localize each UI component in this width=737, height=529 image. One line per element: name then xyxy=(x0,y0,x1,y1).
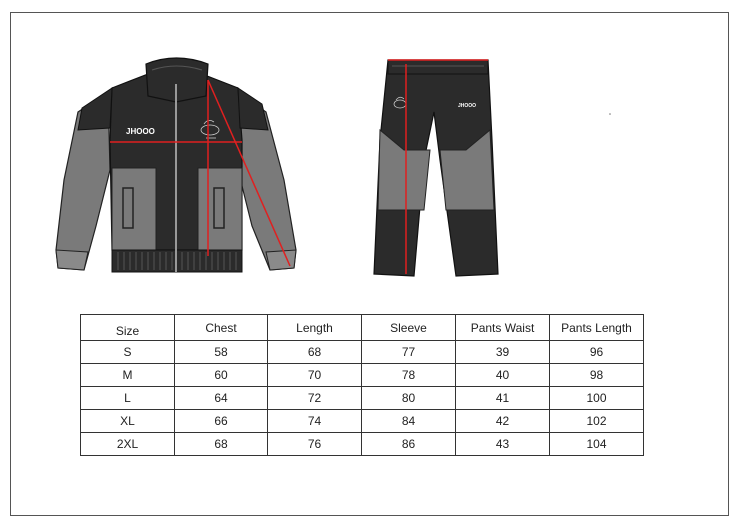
table-header-cell: Pants Waist xyxy=(456,315,550,341)
pants-waist-cell: 41 xyxy=(456,387,550,410)
length-cell: 70 xyxy=(268,364,362,387)
size-cell: 2XL xyxy=(81,433,175,456)
table-row xyxy=(81,364,644,387)
sleeve-cell: 77 xyxy=(362,341,456,364)
length-cell: 68 xyxy=(268,341,362,364)
pants-length-cell: 102 xyxy=(550,410,644,433)
sleeve-cell: 86 xyxy=(362,433,456,456)
table-header-row xyxy=(81,315,644,341)
table-header-cell: Chest xyxy=(175,315,268,341)
jacket-brand-text: JHOOO xyxy=(126,127,155,136)
pants-brand-text: JHOOO xyxy=(458,103,477,109)
table-row xyxy=(81,387,644,410)
table-header-cell: Pants Length xyxy=(550,315,644,341)
chest-cell: 60 xyxy=(175,364,268,387)
table-header-cell: Sleeve xyxy=(362,315,456,341)
jacket-right-panel xyxy=(198,168,242,250)
jacket-left-cuff xyxy=(56,250,88,270)
size-cell: XL xyxy=(81,410,175,433)
chest-cell: 68 xyxy=(175,433,268,456)
pants-illustration xyxy=(374,60,498,276)
pants-waistband xyxy=(388,60,488,74)
size-cell: L xyxy=(81,387,175,410)
pants-waist-cell: 42 xyxy=(456,410,550,433)
table-row xyxy=(81,433,644,456)
chest-cell: 64 xyxy=(175,387,268,410)
pants-waist-cell: 39 xyxy=(456,341,550,364)
pants-waist-cell: 40 xyxy=(456,364,550,387)
table-row xyxy=(81,410,644,433)
length-cell: 72 xyxy=(268,387,362,410)
stray-dot xyxy=(609,113,611,115)
sleeve-cell: 78 xyxy=(362,364,456,387)
jacket-right-cuff xyxy=(266,250,296,270)
length-cell: 76 xyxy=(268,433,362,456)
pants-length-cell: 100 xyxy=(550,387,644,410)
sleeve-cell: 84 xyxy=(362,410,456,433)
pants-length-cell: 98 xyxy=(550,364,644,387)
pants-length-cell: 96 xyxy=(550,341,644,364)
table-row xyxy=(81,341,644,364)
size-cell: S xyxy=(81,341,175,364)
size-cell: M xyxy=(81,364,175,387)
pants-waist-cell: 43 xyxy=(456,433,550,456)
table-header-cell: Size xyxy=(81,315,175,341)
chest-cell: 58 xyxy=(175,341,268,364)
chest-cell: 66 xyxy=(175,410,268,433)
sleeve-cell: 80 xyxy=(362,387,456,410)
length-cell: 74 xyxy=(268,410,362,433)
jacket-left-panel xyxy=(112,168,156,250)
size-chart-table xyxy=(80,314,644,456)
jacket-illustration xyxy=(56,58,296,272)
table-header-cell: Length xyxy=(268,315,362,341)
pants-length-cell: 104 xyxy=(550,433,644,456)
